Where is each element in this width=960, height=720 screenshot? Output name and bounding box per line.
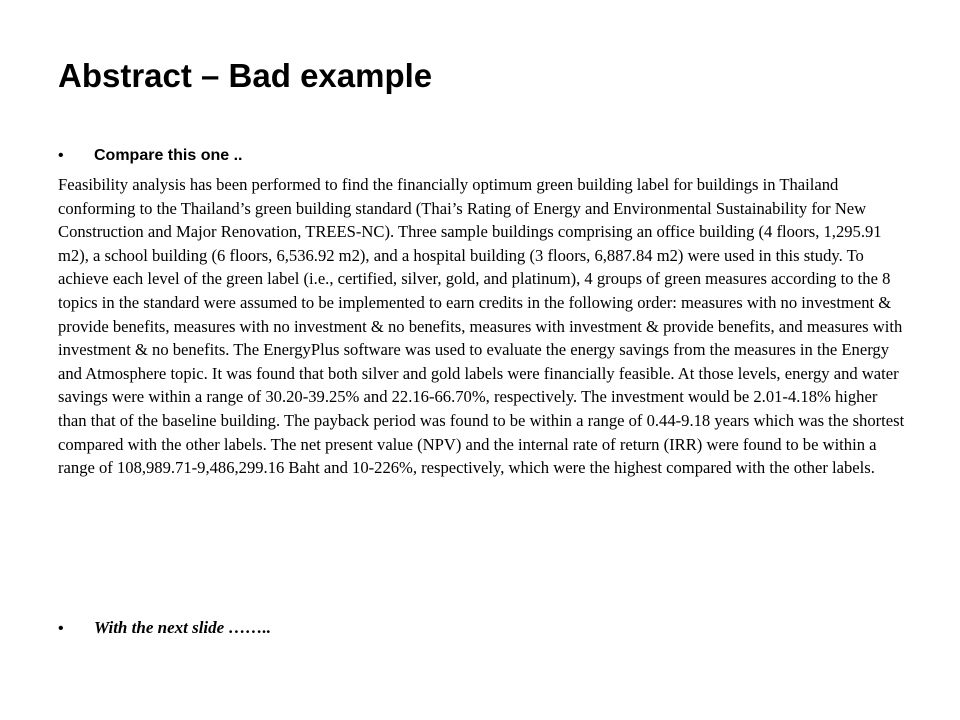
bullet-next-slide: [58, 615, 271, 641]
abstract-paragraph: Feasibility analysis has been performed to find the financially optimum green building label for buildings in Thailand conforming to the Thailand’s green building standard (Thai’s Rating of Energy and Environmental Sustainability for New Construction and Major Renovation, TREES-NC). Three sample buildings comprising an office building (4 floors, 1,295.91 m2), a school building (6 floors, 6,536.92 m2), and a hospital building (3 floors, 6,887.84 m2) were used in this study. To achieve each level of the green label (i.e., certified, silver, gold, and platinum), 4 groups of green measures according to the 8 topics in the standard were assumed to be implemented to earn credits in the following order: measures with no investment & provide benefits, measures with no investment & no benefits, measures with investment & provide benefits, and measures with investment & no benefits. The EnergyPlus software was used to evaluate the energy savings from the measures in the Energy and Atmosphere topic. It was found that both silver and gold labels were financially feasible. At those levels, energy and water savings were within a range of 30.20-39.25% and 22.16-66.70%, respectively. The investment would be 2.01-4.18% higher than that of the baseline building. The payback period was found to be within a range of 0.44-9.18 years which was the shortest compared with the other labels. The net present value (NPV) and the internal rate of return (IRR) were found to be within a range of 108,989.71-9,486,299.16 Baht and 10-226%, respectively, which were the highest compared with the other labels.: [58, 175, 905, 478]
bullet-marker: •: [58, 620, 64, 637]
bullet-marker: •: [58, 147, 64, 164]
bullet-compare: [58, 143, 242, 169]
slide-title: Abstract – Bad example: [58, 57, 433, 94]
bullet-compare-label: Compare this one ..: [94, 147, 243, 164]
bullet-next-slide-label: With the next slide ……..: [94, 618, 271, 637]
